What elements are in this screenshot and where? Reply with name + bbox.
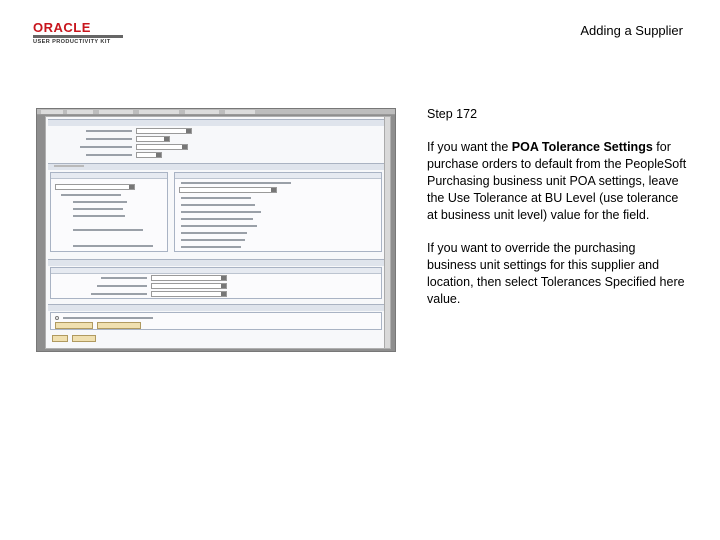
logo-word: ORACLE xyxy=(33,20,91,35)
instruction-paragraph-2: If you want to override the purchasing business unit settings for this supplier and location, then select Tolerances Specified here value. xyxy=(427,241,685,306)
para1-rest: for purchase orders to default from the PeopleSoft Purchasing business unit POA settings, leave the Use Tolerance at BU Level (use tolerance at business unit level) value for the field. xyxy=(427,140,687,222)
logo-subtitle: USER PRODUCTIVITY KIT xyxy=(33,39,111,45)
oracle-upk-logo xyxy=(33,22,125,48)
screenshot-panel xyxy=(45,116,391,349)
para1-intro: If you want the xyxy=(427,140,512,154)
screenshot-tab-strip xyxy=(37,109,396,115)
instruction-paragraph-1 xyxy=(427,139,687,224)
screenshot-image xyxy=(36,108,396,352)
logo-underline xyxy=(33,35,123,38)
step-number: Step 172 xyxy=(427,107,478,121)
page-title: Adding a Supplier xyxy=(580,23,683,38)
step-notes xyxy=(427,106,687,324)
poa-tolerance-settings-term: POA Tolerance Settings xyxy=(511,140,653,154)
